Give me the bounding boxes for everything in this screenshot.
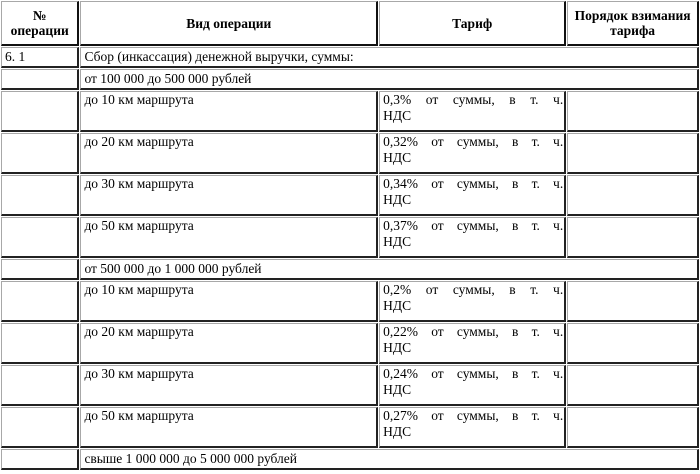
operation-cell: до 30 км маршрута [80, 175, 378, 216]
table-row [1, 323, 699, 364]
operation-cell: до 50 км маршрута [80, 407, 378, 448]
subsection-title: от 100 000 до 500 000 рублей [80, 69, 699, 90]
tariff-vat: НДС [383, 192, 412, 207]
tariff-vat: НДС [383, 150, 412, 165]
tariff-cell [379, 365, 566, 406]
header-operation: Вид операции [80, 1, 378, 46]
tariff-cell [379, 281, 566, 322]
tariff-vat: НДС [383, 340, 412, 355]
operation-cell: до 20 км маршрута [80, 133, 378, 174]
table-row [1, 91, 699, 132]
table-row [1, 133, 699, 174]
table-row [1, 259, 699, 280]
tariff-vat: НДС [383, 108, 412, 123]
order-cell [567, 217, 699, 258]
section-title: Сбор (инкассация) денежной выручки, суммы: [80, 47, 699, 68]
tariff-cell [379, 133, 566, 174]
subsection-title: свыше 1 000 000 до 5 000 000 рублей [80, 449, 699, 470]
tariff-rate: 0,37% от суммы, в т. ч. [383, 218, 564, 233]
table-row [1, 449, 699, 470]
tariff-rate: 0,3% от суммы, в т. ч. [383, 92, 564, 107]
order-cell [567, 175, 699, 216]
tariff-cell [379, 217, 566, 258]
op-number [1, 407, 79, 448]
tariff-rate: 0,24% от суммы, в т. ч. [383, 366, 564, 381]
tariff-cell [379, 91, 566, 132]
op-number [1, 449, 79, 470]
op-number [1, 133, 79, 174]
table-row [1, 217, 699, 258]
order-cell [567, 407, 699, 448]
op-number [1, 69, 79, 90]
tariff-cell [379, 323, 566, 364]
table-row [1, 47, 699, 68]
tariff-vat: НДС [383, 424, 412, 439]
subsection-title: от 500 000 до 1 000 000 рублей [80, 259, 699, 280]
header-row [1, 1, 699, 46]
order-cell [567, 365, 699, 406]
op-number [1, 175, 79, 216]
op-number: 6. 1 [1, 47, 79, 68]
header-order: Порядок взимания тарифа [567, 1, 699, 46]
tariff-rate: 0,32% от суммы, в т. ч. [383, 134, 564, 149]
header-number: № операции [1, 1, 79, 46]
order-cell [567, 133, 699, 174]
op-number [1, 365, 79, 406]
tariff-cell [379, 407, 566, 448]
operation-cell: до 30 км маршрута [80, 365, 378, 406]
tariff-cell [379, 175, 566, 216]
tariff-vat: НДС [383, 382, 412, 397]
table-row [1, 69, 699, 90]
tariff-vat: НДС [383, 234, 412, 249]
order-cell [567, 281, 699, 322]
table-row [1, 175, 699, 216]
table-row [1, 407, 699, 448]
tariff-rate: 0,2% от суммы, в т. ч. [383, 282, 564, 297]
order-cell [567, 323, 699, 364]
tariff-vat: НДС [383, 298, 412, 313]
table-row [1, 365, 699, 406]
op-number [1, 91, 79, 132]
op-number [1, 323, 79, 364]
table-row [1, 281, 699, 322]
tariff-rate: 0,27% от суммы, в т. ч. [383, 408, 564, 423]
operation-cell: до 10 км маршрута [80, 281, 378, 322]
tariff-rate: 0,22% от суммы, в т. ч. [383, 324, 564, 339]
op-number [1, 217, 79, 258]
operation-cell: до 10 км маршрута [80, 91, 378, 132]
operation-cell: до 50 км маршрута [80, 217, 378, 258]
header-tariff: Тариф [379, 1, 566, 46]
order-cell [567, 91, 699, 132]
operation-cell: до 20 км маршрута [80, 323, 378, 364]
tariff-rate: 0,34% от суммы, в т. ч. [383, 176, 564, 191]
op-number [1, 281, 79, 322]
op-number [1, 259, 79, 280]
